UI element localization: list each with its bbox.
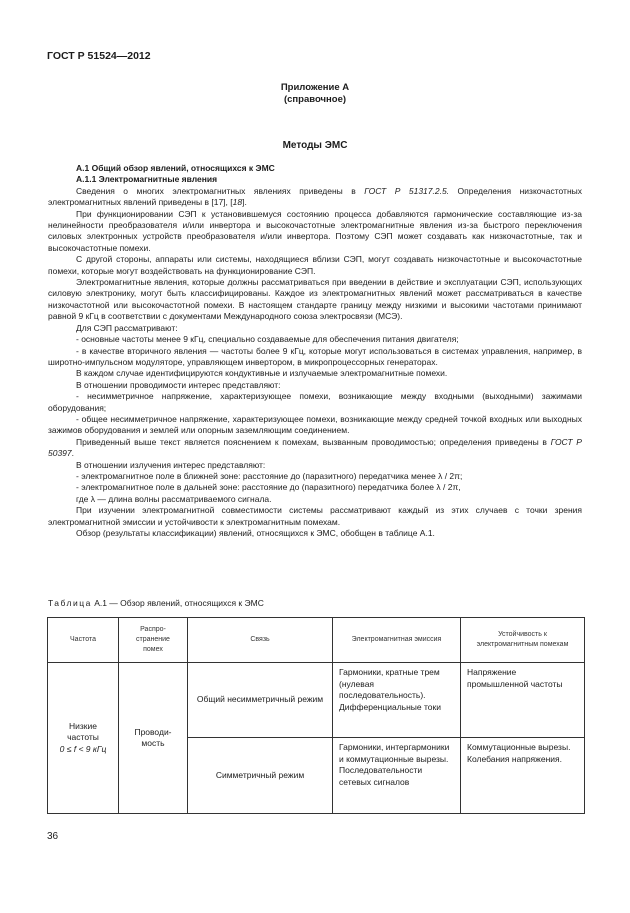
- paragraph: - несимметричное напряжение, характеризующее помехи, возникающие между входными (выходными) зажимами оборудования;: [48, 391, 582, 413]
- paragraph: где λ — длина волны рассматриваемого сигнала.: [76, 493, 272, 504]
- table-row: [48, 663, 585, 738]
- emission-cell: Гармоники, кратные трем (нулевая последовательность). Дифференциальные токи: [333, 663, 461, 738]
- paragraph: Приведенный выше текст является пояснением к помехам, вызванным проводимостью; определения приведены в ГОСТ Р 50397.: [48, 436, 582, 459]
- appendix-title: Приложение А: [280, 82, 350, 93]
- immunity-cell: Коммутационные вырезы. Колебания напряжения.: [461, 738, 585, 814]
- paragraph: При функционировании СЭП к установившемуся состоянию процесса добавляются гармонические составляющие из-за нелинейности преобразователя и/или инвертора и высокочастотные электромагнитные явления из-за быстрого переключения силовых электронных устройств преобразователя и/или инвертора. Поэтому СЭП может создавать как низкочастотные, так и высокочастотные помехи.: [48, 208, 582, 253]
- heading-a1: А.1 Общий обзор явлений, относящихся к ЭМС: [76, 163, 275, 173]
- body-text: [48, 163, 582, 539]
- paragraph: - общее несимметричное напряжение, характеризующее помехи, возникающие между средней точкой входных или выходных зажимов оборудования и землей или опорным заземляющим соединением.: [48, 413, 582, 436]
- coupling-cell: Общий несимметричный режим: [188, 663, 333, 738]
- emission-cell: Гармоники, интергармоники и коммутационные вырезы. Последовательности сетевых сигналов: [333, 738, 461, 814]
- section-title: Методы ЭМС: [282, 140, 348, 151]
- paragraph: С другой стороны, аппараты или системы, находящиеся вблизи СЭП, могут создавать низкочастотные и высокочастотные помехи, которые могут воздействовать на функционирование СЭП.: [48, 254, 582, 276]
- table-caption: Таблица А.1 — Обзор явлений, относящихся к ЭМС: [48, 598, 264, 608]
- heading-a11: А.1.1 Электромагнитные явления: [76, 174, 218, 185]
- paragraph: В отношении излучения интерес представляют:: [76, 459, 266, 470]
- header-cell: Устойчивость к электромагнитным помехам: [461, 618, 585, 663]
- appendix-subtitle: (справочное): [283, 94, 347, 105]
- header-cell: Частота: [48, 618, 119, 663]
- paragraph: - в качестве вторичного явления — частоты более 9 кГц, которые могут использоваться в системах управления, например, в широтно-импульсном модуляторе, управляющем инвертором, в микропроцессорных генераторах.: [48, 345, 582, 367]
- header-cell: Распро-странение помех: [119, 618, 188, 663]
- paragraph: - основные частоты менее 9 кГц, специально создаваемые для обеспечения питания двигателя;: [76, 334, 459, 345]
- frequency-cell: Низкие частоты 0 ≤ f < 9 кГц: [48, 663, 119, 814]
- emc-table: [47, 617, 585, 814]
- coupling-cell: Симметричный режим: [188, 738, 333, 814]
- table-header-row: [48, 618, 585, 663]
- paragraph: Обзор (результаты классификации) явлений, относящихся к ЭМС, обобщен в таблице А.1.: [76, 528, 435, 538]
- paragraph: Электромагнитные явления, которые должны рассматриваться при введении в действие и эксплуатации СЭП, использующих силовую электронику, могут быть классифицированы. Каждое из электромагнитных явлений может рассматриваться в качестве низкочастотной или высокочастотной помехи. В настоящем стандарте границу между низкими и высокими частотами принимают равной 9 кГц в соответствии с документами Международного союза электросвязи (МСЭ).: [48, 277, 582, 322]
- immunity-cell: Напряжение промышленной частоты: [461, 663, 585, 738]
- header-cell: Электромагнитная эмиссия: [333, 618, 461, 663]
- propagation-cell: Проводи-мость: [119, 663, 188, 814]
- header-cell: Связь: [188, 618, 333, 663]
- paragraph: - электромагнитное поле в ближней зоне: расстояние до (паразитного) передатчика менее λ / 2π;: [76, 470, 463, 481]
- paragraph: В отношении проводимости интерес представляют:: [76, 379, 281, 390]
- page-number: 36: [47, 831, 59, 842]
- paragraph: Сведения о многих электромагнитных явлениях приведены в ГОСТ Р 51317.2.5. Определения низкочастотных электромагнитных явлений приведены в [17], [18].: [48, 185, 582, 208]
- paragraph: В каждом случае идентифицируются кондуктивные и излучаемые электромагнитные помехи.: [76, 368, 448, 379]
- paragraph: Для СЭП рассматривают:: [76, 322, 178, 333]
- standard-header: ГОСТ Р 51524—2012: [47, 50, 151, 62]
- paragraph: - электромагнитное поле в дальней зоне: расстояние до (паразитного) передатчика более λ / 2π,: [76, 482, 461, 493]
- paragraph: При изучении электромагнитной совместимости системы рассматривают каждый из этих случаев с точки зрения электромагнитной эмиссии и устойчивости к электромагнитным помехам.: [48, 505, 582, 527]
